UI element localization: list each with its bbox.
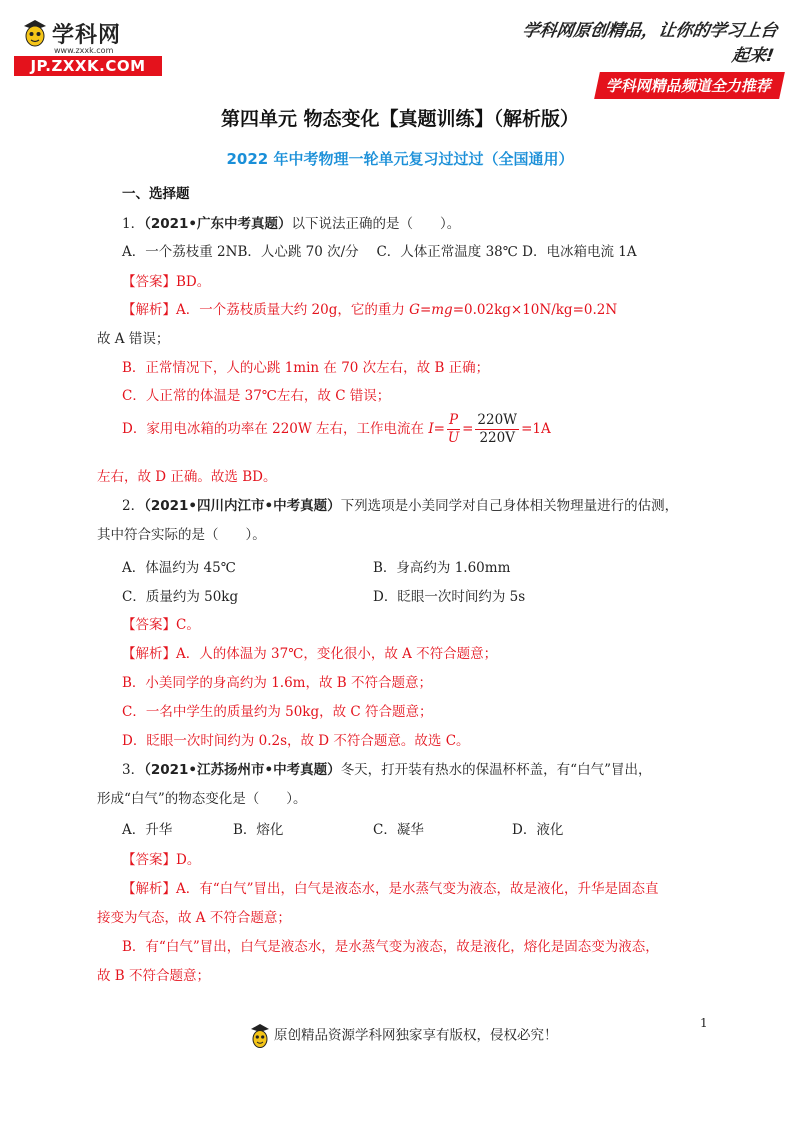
section-heading: 一、选择题 (122, 186, 190, 202)
fraction-p: P (449, 412, 459, 428)
q2-explanation-d: D．眨眼一次时间约为 0.2s，故 D 不符合题意。故选 C。 (122, 733, 470, 749)
q1-explanation-d-tail: 左右，故 D 正确。故选 BD。 (97, 469, 277, 485)
logo-name: 学科网 (52, 23, 122, 48)
fraction-220v: 220V (479, 430, 515, 446)
q3-stem-2: 形成“白气”的物态变化是（ ）。 (97, 791, 307, 807)
q1-number: 1． (122, 216, 145, 232)
q3-explanation-a-2: 接变为气态，故 A 不符合题意； (97, 910, 291, 926)
q3-option-b: B．熔化 (233, 822, 284, 838)
q1-explanation-c: C．人正常的体温是 37℃左右，故 C 错误； (122, 388, 391, 404)
q2-stem-line (122, 494, 678, 514)
q1-expl-a-formula: G=mg (409, 302, 453, 318)
q3-answer: 【答案】D。 (122, 852, 201, 868)
q3-stem-1: 冬天，打开装有热水的保温杯杯盖，有“白气”冒出， (340, 762, 652, 778)
q1-explanation-d (122, 412, 551, 447)
q2-explanation-c: C．一名中学生的质量约为 50kg，故 C 符合题意； (122, 704, 433, 720)
q3-option-a: A．升华 (122, 822, 173, 838)
q1-expl-head: 【解析】 (122, 302, 176, 318)
q3-stem-line (122, 758, 652, 778)
q2-option-b: B．身高约为 1.60mm (373, 560, 511, 576)
q1-explanation-b: B．正常情况下，人的心跳 1min 在 70 次左右，故 B 正确； (122, 360, 490, 376)
fraction-p-over-u (447, 412, 460, 447)
logo-bar: JP.ZXXK.COM (14, 56, 162, 76)
q2-option-a: A．体温约为 45℃ (122, 560, 236, 576)
q3-option-d: D．液化 (512, 822, 564, 838)
document-title: 第四单元 物态变化【真题训练】（解析版） (220, 108, 580, 130)
q3-explanation-a-1: 【解析】A．有“白气”冒出，白气是液态水，是水蒸气变为液态，故是液化，升华是固态直 (122, 881, 659, 897)
q2-stem-1: 下列选项是小美同学对自己身体相关物理量进行的估测， (340, 498, 679, 514)
fraction-220w-over-220v (475, 412, 519, 447)
document-subtitle: 2022 年中考物理一轮单元复习过过过（全国通用） (226, 150, 574, 168)
footer-copyright: 原创精品资源学科网独家享有版权，侵权必究！ (274, 1027, 558, 1044)
q3-number: 3． (122, 762, 145, 778)
mascot-icon (250, 1022, 270, 1050)
q1-answer: 【答案】BD。 (122, 274, 211, 290)
q3-explanation-b-2: 故 B 不符合题意； (97, 968, 211, 984)
logo-url-small: www.zxxk.com (54, 46, 114, 55)
page-number: 1 (700, 1016, 708, 1030)
slogan (512, 16, 782, 95)
q2-explanation-a: 【解析】A．人的体温为 37℃，变化很小，故 A 不符合题意； (122, 646, 498, 662)
q1-expl-a-1: A．一个荔枝质量大约 20g，它的重力 (176, 302, 410, 318)
q2-explanation-b: B．小美同学的身高约为 1.6m，故 B 不符合题意； (122, 675, 432, 691)
q2-source: （2021•四川内江市•中考真题） (144, 498, 341, 514)
q3-source: （2021•江苏扬州市•中考真题） (144, 762, 341, 778)
q1-expl-d-current: I= (428, 421, 445, 437)
q3-explanation-b-1: B．有“白气”冒出，白气是液态水，是水蒸气变为液态，故是液化，熔化是固态变为液态， (122, 939, 659, 955)
slogan-top: 学科网原创精品，让你的学习上台起来! (521, 21, 779, 66)
q2-answer: 【答案】C。 (122, 617, 200, 633)
q1-explanation-a-tail: 故 A 错误； (97, 331, 170, 347)
q3-option-c: C．凝华 (373, 822, 424, 838)
q2-stem-2: 其中符合实际的是（ ）。 (97, 527, 266, 543)
q1-source: （2021•广东中考真题） (144, 216, 292, 232)
fraction-220w: 220W (477, 412, 518, 428)
q2-option-c: C．质量约为 50kg (122, 589, 239, 605)
fraction-u: U (447, 430, 460, 446)
slogan-bar: 学科网精品频道全力推荐 (594, 72, 785, 99)
q1-explanation-a (122, 298, 617, 318)
q1-options: A．一个荔枝重 2NB．人心跳 70 次/分 C．人体正常温度 38℃ D．电冰箱电流 1A (122, 244, 637, 260)
q1-expl-d-2: =1A (521, 421, 551, 437)
q2-number: 2． (122, 498, 145, 514)
footer (250, 1022, 558, 1050)
q1-expl-d-1: D．家用电冰箱的功率在 220W 左右，工作电流在 (122, 421, 429, 437)
logo (14, 14, 162, 76)
q1-stem: 以下说法正确的是（ ）。 (291, 216, 461, 232)
mascot-icon (22, 18, 48, 48)
q2-option-d: D．眨眼一次时间约为 5s (373, 589, 526, 605)
fraction-equals: = (462, 421, 474, 437)
q1-stem-line (122, 212, 460, 232)
q1-expl-a-2: =0.02kg×10N/kg=0.2N (452, 302, 618, 318)
